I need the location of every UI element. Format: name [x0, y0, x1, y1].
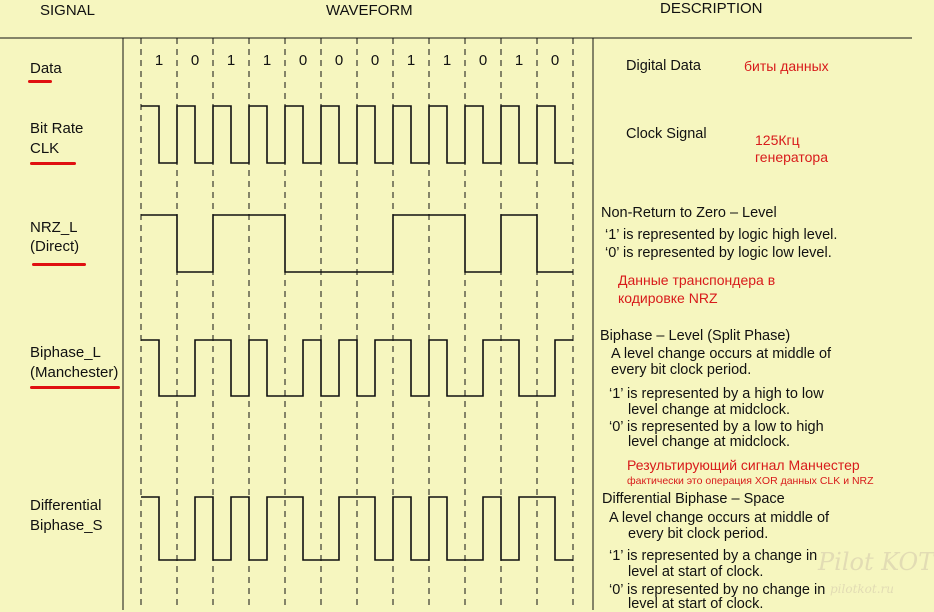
biphase-description-title: Biphase – Level (Split Phase) — [600, 328, 791, 344]
nrz-signal-label-line2: (Direct) — [30, 238, 80, 255]
clk-description-title: Clock Signal — [626, 126, 707, 142]
biphase-description-line5: ‘0’ is represented by a low to high — [609, 419, 824, 435]
clk-description-ru-line2: генератора — [755, 149, 828, 165]
diff-description-line2: every bit clock period. — [628, 526, 769, 542]
data-bit-value: 0 — [478, 52, 488, 69]
diff-description-line3: ‘1’ is represented by a change in — [609, 548, 818, 564]
clk-underline — [30, 162, 76, 165]
biphase-underline — [30, 386, 120, 389]
biphase-description-line2: every bit clock period. — [611, 362, 752, 378]
diff-signal-label-line2: Biphase_S — [30, 517, 103, 534]
data-bit-value: 0 — [370, 52, 380, 69]
biphase-description-line3: ‘1’ is represented by a high to low — [609, 386, 824, 402]
data-bit-value: 1 — [154, 52, 164, 69]
diff-description-line6: level at start of clock. — [628, 596, 764, 612]
biphase-description-ru-line2: фактически это операция XOR данных CLK и NRZ — [627, 475, 874, 487]
waveform-column-header: WAVEFORM — [326, 2, 413, 19]
nrz-description-ru-line2: кодировке NRZ — [618, 290, 718, 306]
data-description-ru: биты данных — [744, 58, 829, 74]
diff-description-title: Differential Biphase – Space — [602, 491, 785, 507]
diff-description-line1: A level change occurs at middle of — [609, 510, 830, 526]
biphase-description-line6: level change at midclock. — [628, 434, 790, 450]
clk-description-ru-line1: 125Кгц — [755, 132, 800, 148]
data-underline — [28, 80, 52, 83]
nrz-underline — [32, 263, 86, 266]
data-description-title: Digital Data — [626, 58, 701, 74]
watermark-logo: Pilot KOT — [818, 548, 934, 576]
data-bit-value: 1 — [226, 52, 236, 69]
clk-signal-label-line1: Bit Rate — [30, 120, 84, 137]
data-bit-value: 1 — [262, 52, 272, 69]
data-bit-value: 0 — [190, 52, 200, 69]
biphase-description-line4: level change at midclock. — [628, 402, 790, 418]
nrz-description-ru-line1: Данные транспондера в — [618, 272, 776, 288]
data-bit-value: 1 — [442, 52, 452, 69]
data-bit-value: 1 — [406, 52, 416, 69]
nrz-description-title: Non-Return to Zero – Level — [601, 205, 777, 221]
diff-description-line4: level at start of clock. — [628, 564, 764, 580]
differential-waveform — [141, 497, 573, 560]
biphase-description-line1: A level change occurs at middle of — [611, 346, 832, 362]
diff-description-line5: ‘0’ is represented by no change in — [609, 582, 826, 598]
data-signal-label: Data — [30, 60, 62, 77]
data-bit-value: 0 — [550, 52, 560, 69]
diff-signal-label-line1: Differential — [30, 497, 102, 514]
signal-column-header: SIGNAL — [40, 2, 96, 19]
nrz-description-line1: ‘1’ is represented by logic high level. — [605, 227, 838, 243]
data-bit-value: 1 — [514, 52, 524, 69]
nrz-signal-label-line1: NRZ_L — [30, 219, 78, 236]
description-column-header: DESCRIPTION — [660, 0, 763, 17]
clk-signal-label-line2: CLK — [30, 140, 60, 157]
data-bit-value: 0 — [334, 52, 344, 69]
biphase-waveform — [141, 340, 573, 396]
data-bit-value: 0 — [298, 52, 308, 69]
biphase-description-ru-line1: Результирующий сигнал Манчестер — [627, 457, 860, 473]
watermark-url: pilotkot.ru — [830, 582, 895, 596]
clk-waveform — [141, 106, 573, 163]
nrz-description-line2: ‘0’ is represented by logic low level. — [605, 245, 832, 261]
biphase-signal-label-line2: (Manchester) — [30, 364, 119, 381]
biphase-signal-label-line1: Biphase_L — [30, 344, 101, 361]
